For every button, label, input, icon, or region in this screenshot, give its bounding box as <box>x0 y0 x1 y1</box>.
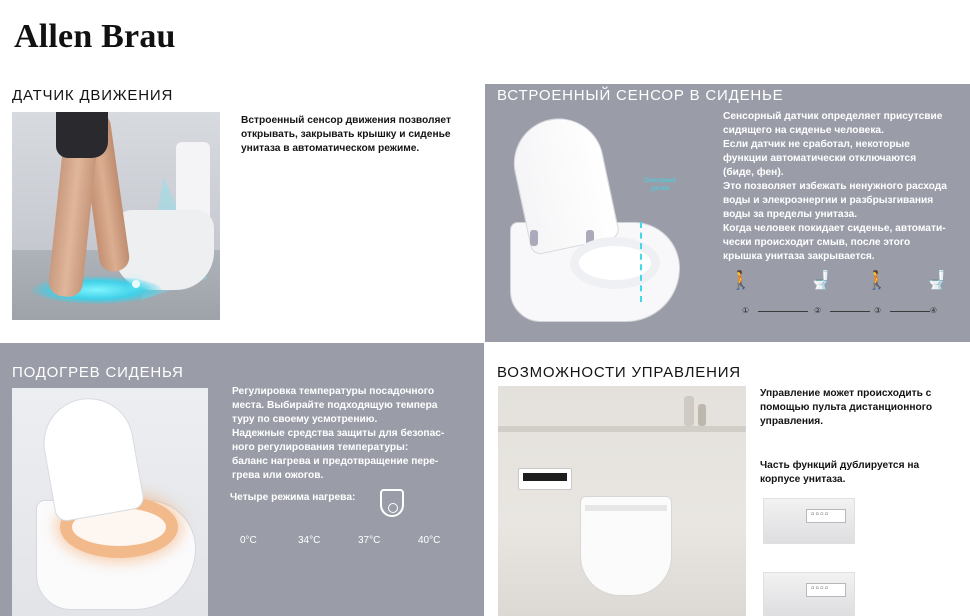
temp-mode: 40°C <box>418 535 441 546</box>
control-description <box>760 387 932 429</box>
seat-line: воды и элекроэнергии и разбрызгивания <box>723 195 934 206</box>
motion-line: Встроенный сенсор движения позволяет <box>241 115 451 126</box>
control-line: Управление может происходить с <box>760 388 932 399</box>
control-line: управления. <box>760 416 824 427</box>
step-number: ② <box>814 306 822 315</box>
seat-line: крышка унитаза закрывается. <box>723 251 875 262</box>
seat-sensor-photo <box>500 112 715 327</box>
heating-line: места. Выбирайте подходящую темпера <box>232 400 438 411</box>
side-panel-photo <box>763 498 855 544</box>
seat-line: Когда человек покидает сиденье, автомати- <box>723 223 946 234</box>
heating-line: туру по своему усмотрению. <box>232 414 378 425</box>
sensor-label: Сенсорный датчик <box>644 178 676 192</box>
seat-line: чески происходит смыв, после этого <box>723 237 911 248</box>
seat-line: (биде, фен). <box>723 167 784 178</box>
seat-line: воды за пределы унитаза. <box>723 209 858 220</box>
temp-mode: 0°C <box>240 535 257 546</box>
motion-title: ДАТЧИК ДВИЖЕНИЯ <box>12 87 174 104</box>
brand-logo: Allen Brau <box>14 18 176 55</box>
remote-control <box>518 468 572 490</box>
temp-mode: 37°C <box>358 535 381 546</box>
walking-person-icon: 🚶 <box>729 270 753 290</box>
control-title: ВОЗМОЖНОСТИ УПРАВЛЕНИЯ <box>497 364 741 381</box>
temp-mode: 34°C <box>298 535 321 546</box>
toilet-icon: 🚽 <box>925 270 949 290</box>
motion-description <box>241 114 451 156</box>
control-line: помощью пульта дистанционного <box>760 402 933 413</box>
heating-line: грева или ожогов. <box>232 470 324 481</box>
seat-sensor-title: ВСТРОЕННЫЙ СЕНСОР В СИДЕНЬЕ <box>497 87 784 104</box>
heating-line: Регулировка температуры посадочного <box>232 386 435 397</box>
control-body-note <box>760 459 919 487</box>
heating-line: ного регулирования температуры: <box>232 442 409 453</box>
step-number: ① <box>742 306 750 315</box>
heating-title: ПОДОГРЕВ СИДЕНЬЯ <box>12 364 184 381</box>
motion-line: унитаза в автоматическом режиме. <box>241 143 420 154</box>
seat-line: функции автоматически отключаются <box>723 153 917 164</box>
seat-sensor-description <box>723 110 947 264</box>
control-line: Часть функций дублируется на <box>760 460 920 471</box>
motion-line: открывать, закрывать крышку и сиденье <box>241 129 451 140</box>
seated-person-icon: 🚽 <box>809 270 833 290</box>
seat-line: Это позволяет избежать ненужного расхода <box>723 181 947 192</box>
bathroom-photo <box>498 386 746 616</box>
motion-photo <box>12 112 220 320</box>
side-panel-photo <box>763 572 855 616</box>
heating-line: Надежные средства защиты для безопас- <box>232 428 445 439</box>
step-number: ④ <box>930 306 938 315</box>
control-line: корпусе унитаза. <box>760 474 846 485</box>
heated-seat-icon <box>380 489 404 517</box>
seat-line: Сенсорный датчик определяет присутсвие <box>723 111 943 122</box>
seat-line: Если датчик не сработал, некоторые <box>723 139 910 150</box>
heating-description <box>232 385 444 483</box>
heating-line: баланс нагрева и предотвращение пере- <box>232 456 439 467</box>
step-number: ③ <box>874 306 882 315</box>
heating-modes-label: Четыре режима нагрева: <box>230 492 356 503</box>
seat-line: сидящего на сиденье человека. <box>723 125 884 136</box>
heated-seat-photo <box>12 388 208 616</box>
walking-person-icon: 🚶 <box>865 270 889 290</box>
usage-steps-diagram <box>722 270 960 320</box>
